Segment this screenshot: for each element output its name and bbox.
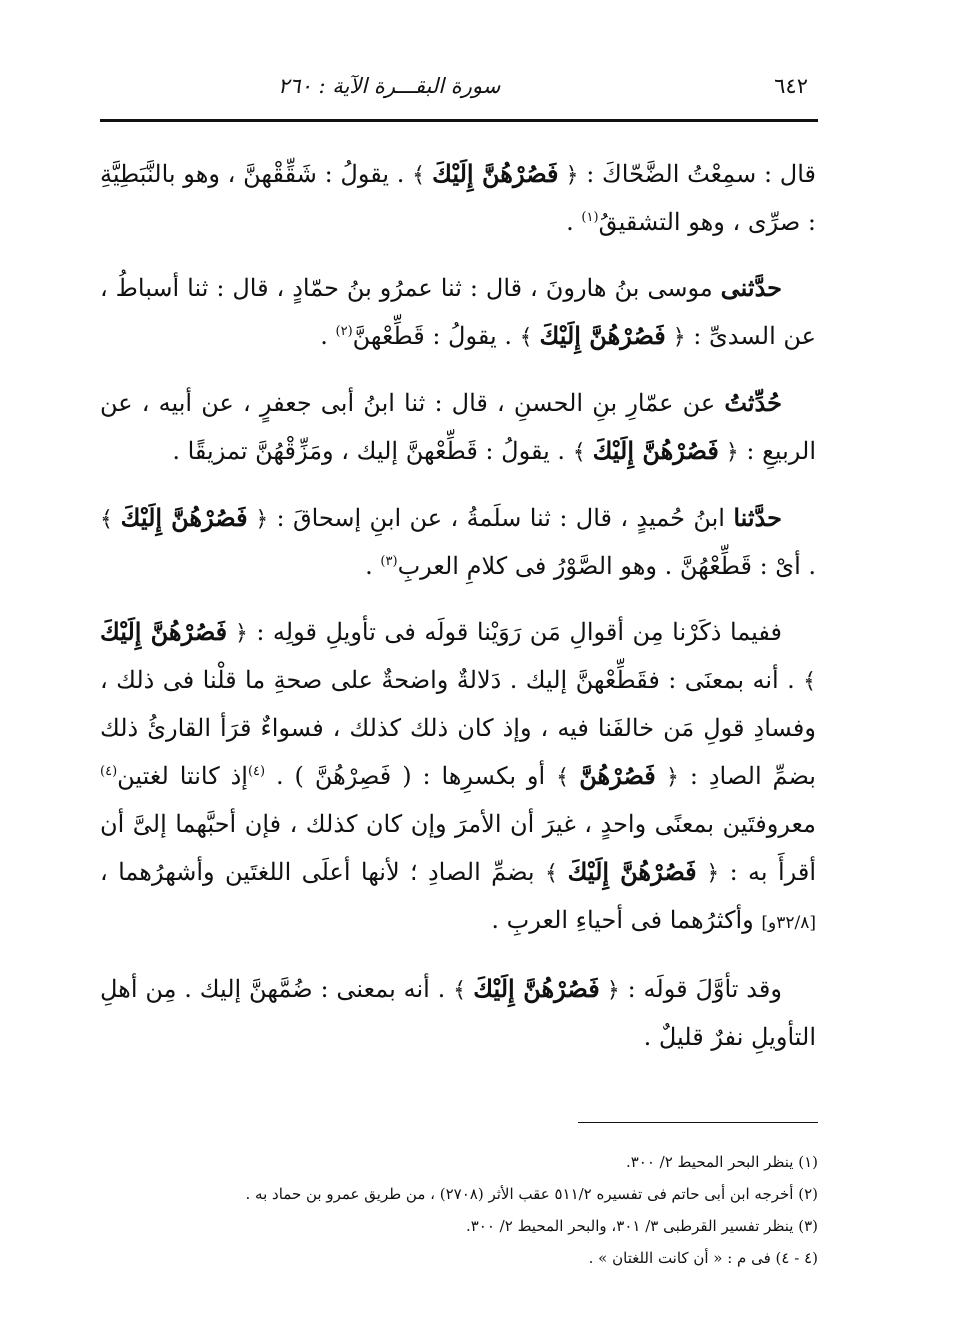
footnote-marker: (٣) — [380, 554, 398, 569]
paragraph-text: معروفتَين بمعنًى واحدٍ ، غيرَ أن الأمرَ وإن كان كذلك ، فإن أحبَّهما إلىَّ أن أقرأَ به : — [100, 810, 817, 886]
paragraph-text: عن عمّارِ بنِ الحسنِ ، قال : ثنا ابنُ أبى جعفرٍ ، عن أبيه ، عن الربيعِ : — [100, 389, 816, 465]
quran-bracket-open: ﴿ — [718, 440, 739, 465]
paragraph-text: . أىْ : قَطِّعْهُنَّ . وهو الصَّوْرُ فى كلامِ العربِ — [397, 552, 816, 580]
paragraph-lead: حدَّثنى — [720, 273, 782, 302]
paragraph-text: . يقولُ : قَطِّعْهنَّ إليك ، ومَزِّقْهُنَّ تمزيقًا . — [172, 437, 573, 465]
page-header — [100, 66, 818, 106]
paragraph-1 — [100, 150, 816, 246]
paragraph-text: . — [566, 208, 582, 236]
quran-bracket-close: ﴾ — [572, 440, 593, 465]
quran-bracket-open: ﴿ — [696, 861, 720, 886]
footnote-marker: (١) — [581, 210, 599, 225]
quran-verse: فَصُرْهُنَّ إِلَيْكَ — [567, 857, 697, 886]
quran-verse: فَصُرْهُنَّ إِلَيْكَ — [100, 617, 228, 646]
paragraph-5 — [100, 608, 816, 947]
footnote-1: (١) ينظر البحر المحيط ٢/ ٣٠٠. — [625, 1153, 818, 1171]
quran-verse: فَصُرْهُنَّ إِلَيْكَ — [592, 436, 719, 465]
footnote-3: (٣) ينظر تفسير القرطبى ٣/ ٣٠١، والبحر المحيط ٢/ ٣٠٠. — [465, 1217, 818, 1235]
paragraph-text: ففيما ذكَرْنا مِن أقوالِ مَن رَوَيْنا قولَه فى تأويلِ قولِه : — [247, 618, 783, 646]
footnotes — [100, 1146, 818, 1274]
paragraph-text: وقد تأوَّلَ قولَه : — [619, 975, 782, 1003]
quran-verse-short: فَصُرْهُنَّ — [579, 761, 656, 790]
paragraph-text: ابنُ حُميدٍ ، قال : ثنا سلَمةُ ، عن ابنِ إسحاقَ : — [268, 504, 734, 532]
footnote-marker: (٢) — [335, 324, 353, 339]
paragraph-text: قال : سمِعْتُ الضَّحّاكَ : — [578, 160, 816, 188]
paragraph-text: . أنه بمعنَى : فقَطِّعْهنَّ إليك . دَلالةٌ واضحةٌ على صحةِ ما قلْنا فى ذلك ، وفسادِ قولِ مَن خالفَنا فيه ، وإذ كان ذلك كذلك ، فسواءٌ قرَأ القارئُ ذلك بضمِّ الصادِ : — [100, 666, 816, 790]
quran-bracket-close: ﴾ — [544, 861, 568, 886]
paragraph-6 — [100, 965, 816, 1061]
quran-verse: فَصُرْهُنَّ إِلَيْكَ — [432, 159, 559, 188]
paragraph-text: وأكثرُهما فى أحياءِ العربِ . — [491, 906, 762, 934]
paragraph-text: . يقولُ : قَطِّعْهنَّ — [352, 322, 520, 350]
paragraph-3 — [100, 379, 816, 476]
quran-bracket-open: ﴿ — [558, 163, 579, 188]
paragraph-text: . أنه بمعنى : ضُمَّهنَّ إليك . مِن أهلِ التأويلِ نفرٌ قليلٌ . — [100, 975, 816, 1051]
quran-bracket-open: ﴿ — [599, 978, 620, 1003]
paragraph-text: بضمِّ الصادِ ؛ لأنها أعلَى اللغتَين وأشهرُهما ، — [100, 858, 545, 886]
paragraph-text: موسى بنُ هارونَ ، قال : ثنا عمرُو بنُ حمّادٍ ، قال : ثنا أسباطُ ، عن السدىِّ : — [100, 274, 816, 350]
quran-bracket-open: ﴿ — [655, 765, 679, 790]
paragraph-lead: حُدِّثتُ — [724, 388, 782, 417]
quran-bracket-close: ﴾ — [412, 163, 433, 188]
quran-verse: فَصُرْهُنَّ إِلَيْكَ — [473, 974, 600, 1003]
quran-bracket-close: ﴾ — [100, 507, 121, 532]
quran-verse: فَصُرْهُنَّ إِلَيْكَ — [120, 503, 248, 532]
main-text — [100, 150, 816, 1079]
quran-bracket-close: ﴾ — [519, 325, 540, 350]
quran-bracket-open: ﴿ — [665, 325, 686, 350]
page-number: ٦٤٢ — [774, 74, 808, 98]
header-rule — [100, 119, 818, 122]
quran-bracket-close: ﴾ — [803, 669, 816, 694]
footnote-rule — [578, 1122, 818, 1123]
paragraph-text: أو بكسرِها : ( فَصِرْهُنَّ ) . — [265, 762, 557, 790]
footnote-marker: (٤) — [247, 764, 266, 779]
paragraph-4 — [100, 494, 816, 590]
manuscript-reference: [٣٢/٨و] — [761, 913, 816, 933]
quran-bracket-close: ﴾ — [453, 978, 474, 1003]
paragraph-lead: حدَّثنا — [733, 503, 782, 532]
footnote-2: (٢) أخرجه ابن أبى حاتم فى تفسيره ٥١١/٢ عقب الأثر (٢٧٠٨) ، من طريق عمرو بن حماد به . — [245, 1185, 818, 1203]
footnote-marker: (٤) — [100, 764, 118, 779]
running-title: سورة البقـــرة الآية : ٢٦٠ — [278, 74, 501, 98]
paragraph-text: . — [365, 552, 381, 580]
footnote-4: (٤ - ٤) فى م : « أن كانت اللغتان » . — [588, 1249, 818, 1267]
quran-bracket-open: ﴿ — [247, 507, 269, 532]
quran-bracket-open: ﴿ — [227, 621, 248, 646]
paragraph-text: . — [320, 322, 336, 350]
paragraph-2 — [100, 264, 816, 361]
paragraph-text: إذ كانتا لغتين — [117, 762, 248, 790]
quran-bracket-close: ﴾ — [556, 765, 580, 790]
quran-verse: فَصُرْهُنَّ إِلَيْكَ — [539, 321, 666, 350]
paragraph-text: . يقولُ : شَقِّقْهنَّ ، وهو بالنَّبَطِيَّةِ : صرِّى ، وهو التشقيقُ — [100, 160, 816, 236]
